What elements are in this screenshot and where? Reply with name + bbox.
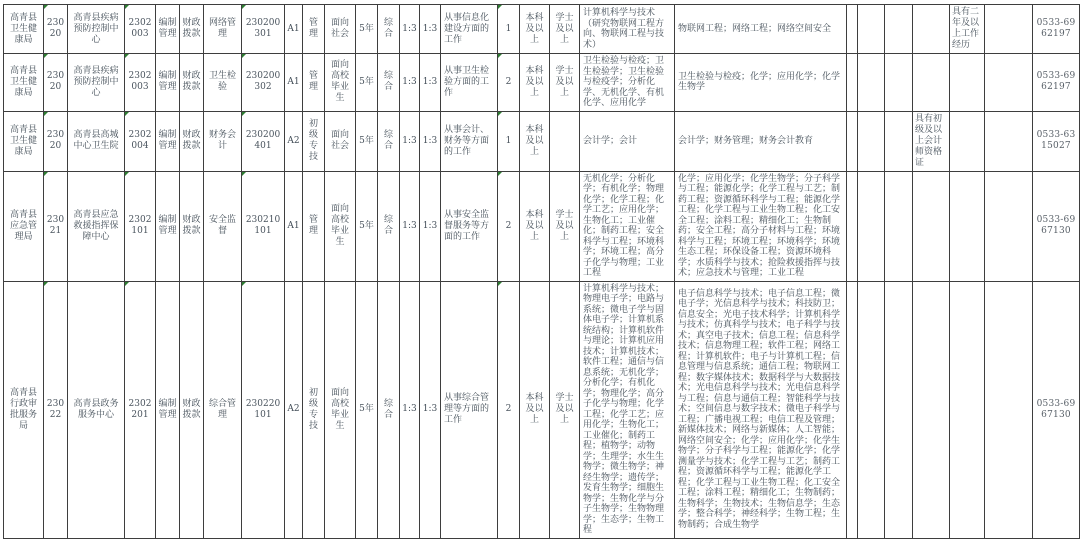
cell-phone: 0533-6962197 <box>1033 5 1080 54</box>
cell-duty: 从事安全监督服务等方面的工作 <box>441 171 498 281</box>
cell-ratio1: 1:3 <box>400 111 420 171</box>
cell-sp1 <box>847 54 858 112</box>
cell-degree: 学士及以上 <box>550 281 580 538</box>
job-posting-table <box>3 4 1080 539</box>
cell-mgmt: 编制管理 <box>156 54 180 112</box>
cell-post: 综合管理 <box>204 281 242 538</box>
cell-post-type: 管理 <box>303 171 325 281</box>
cell-post: 卫生检验 <box>204 54 242 112</box>
table-row <box>4 281 1080 538</box>
cell-unit-code: 2302101 <box>125 171 156 281</box>
cell-sp2 <box>858 54 885 112</box>
cell-major-grad: 计算机科学与技术；物理电子学；电路与系统；微电子学与固体电子学；计算机系统结构；计算机软件与理论；计算机应用技术；计算机技术；软件工程；通信与信息系统；无机化学；分析化学；有机化学；物理化学；高分子化学与物理；化学工程；化学工艺；应用化学；生物化工；工业催化；制药工程；植物学；动物学；生理学；水生生物学；微生物学；神经生物学；遗传学；发育生物学；细胞生物学；生物化学与分子生物学；生物物理学；生态学；生物工程 <box>580 281 675 538</box>
cell-edu: 本科及以上 <box>520 171 550 281</box>
cell-duty: 从事卫生检验方面的工作 <box>441 54 498 112</box>
cell-phone: 0533-6315027 <box>1033 111 1080 171</box>
cell-sp2 <box>858 281 885 538</box>
cell-target: 面向高校毕业生 <box>325 171 356 281</box>
cell-years: 5年 <box>356 5 378 54</box>
cell-unit-code: 2302004 <box>125 111 156 171</box>
cell-count: 2 <box>498 54 520 112</box>
cell-sp3 <box>885 111 913 171</box>
cell-sp1 <box>847 281 858 538</box>
cell-other-b <box>950 54 985 112</box>
cell-funding: 财政拨款 <box>180 171 204 281</box>
cell-dept: 高青县卫生健康局 <box>4 54 44 112</box>
cell-sp2 <box>858 111 885 171</box>
table-row <box>4 111 1080 171</box>
cell-grade: A1 <box>285 171 303 281</box>
cell-major-grad: 无机化学；分析化学；有机化学；物理化学；化学工程；化学工艺；应用化学；生物化工；工业催化；制药工程；安全科学与工程；环境科学；环境工程；高分子化学与物理；工业工程 <box>580 171 675 281</box>
cell-mgmt: 编制管理 <box>156 171 180 281</box>
table-row <box>4 5 1080 54</box>
cell-degree: 学士及以上 <box>550 54 580 112</box>
cell-sp2 <box>858 5 885 54</box>
cell-sp1 <box>847 111 858 171</box>
cell-years: 5年 <box>356 171 378 281</box>
cell-post: 安全监督 <box>204 171 242 281</box>
cell-count: 2 <box>498 281 520 538</box>
cell-ratio1: 1:3 <box>400 54 420 112</box>
cell-major-grad: 卫生检验与检疫；卫生检验学；卫生检验与检疫学；分析化学、无机化学、有机化学、应用化学 <box>580 54 675 112</box>
cell-edu: 本科及以上 <box>520 5 550 54</box>
cell-dept: 高青县卫生健康局 <box>4 5 44 54</box>
cell-exam: 综合 <box>378 111 400 171</box>
cell-ratio1: 1:3 <box>400 171 420 281</box>
cell-duty: 从事会计、财务等方面的工作 <box>441 111 498 171</box>
cell-target: 面向社会 <box>325 111 356 171</box>
cell-unit: 高青县疾病预防控制中心 <box>68 54 125 112</box>
cell-sp3 <box>885 281 913 538</box>
cell-dept-code: 23021 <box>44 171 68 281</box>
cell-sp1 <box>847 171 858 281</box>
cell-sp2 <box>858 171 885 281</box>
cell-post-code: 230200302 <box>242 54 285 112</box>
cell-count: 1 <box>498 111 520 171</box>
cell-target: 面向高校毕业生 <box>325 54 356 112</box>
cell-sp3 <box>885 5 913 54</box>
cell-edu: 本科及以上 <box>520 281 550 538</box>
cell-exam: 综合 <box>378 171 400 281</box>
cell-sp4 <box>985 5 1033 54</box>
cell-ratio2: 1:3 <box>420 281 441 538</box>
cell-phone: 0533-6967130 <box>1033 281 1080 538</box>
cell-ratio2: 1:3 <box>420 5 441 54</box>
cell-grade: A2 <box>285 281 303 538</box>
cell-unit-code: 2302201 <box>125 281 156 538</box>
cell-major-undergrad: 化学；应用化学；化学生物学；分子科学与工程；能源化学；化学工程与工艺；制药工程；资源循环科学与工程；能源化学工程；化学工程与工业生物工程；化工安全工程；涂料工程；精细化工；生物制药；安全工程；高分子材料与工程；环境科学与工程；环境工程；环境科学；环境生态工程；环保设备工程；资源环境科学；水质科学与技术；抢险救援指挥与技术；应急技术与管理；工业工程 <box>675 171 847 281</box>
cell-dept-code: 23020 <box>44 54 68 112</box>
cell-other-a <box>913 54 950 112</box>
cell-major-grad: 计算机科学与技术（研究物联网工程方向、物联网工程与技术） <box>580 5 675 54</box>
cell-other-a: 具有初级及以上会计师资格证 <box>913 111 950 171</box>
cell-ratio1: 1:3 <box>400 281 420 538</box>
cell-edu: 本科及以上 <box>520 54 550 112</box>
cell-degree <box>550 111 580 171</box>
cell-exam: 综合 <box>378 281 400 538</box>
cell-target: 面向高校毕业生 <box>325 281 356 538</box>
cell-count: 2 <box>498 171 520 281</box>
cell-other-a <box>913 281 950 538</box>
cell-exam: 综合 <box>378 5 400 54</box>
cell-post: 网络管理 <box>204 5 242 54</box>
cell-ratio2: 1:3 <box>420 54 441 112</box>
cell-post-type: 初级专技 <box>303 281 325 538</box>
cell-years: 5年 <box>356 281 378 538</box>
cell-dept-code: 23020 <box>44 111 68 171</box>
cell-phone: 0533-6967130 <box>1033 171 1080 281</box>
cell-post-type: 管理 <box>303 5 325 54</box>
cell-post-type: 管理 <box>303 54 325 112</box>
cell-unit-code: 2302003 <box>125 5 156 54</box>
cell-dept: 高青县行政审批服务局 <box>4 281 44 538</box>
cell-sp3 <box>885 171 913 281</box>
cell-major-undergrad: 会计学；财务管理；财务会计教育 <box>675 111 847 171</box>
cell-sp4 <box>985 171 1033 281</box>
cell-other-b: 具有二年及以上工作经历 <box>950 5 985 54</box>
cell-post-code: 230200401 <box>242 111 285 171</box>
cell-post-code: 230200301 <box>242 5 285 54</box>
cell-sp4 <box>985 54 1033 112</box>
cell-grade: A2 <box>285 111 303 171</box>
cell-funding: 财政拨款 <box>180 111 204 171</box>
cell-dept-code: 23020 <box>44 5 68 54</box>
cell-major-undergrad: 电子信息科学与技术；电子信息工程；微电子学；光信息科学与技术；科技防卫；信息安全；光电子技术科学；计算机科学与技术；仿真科学与技术；电子科学与技术；真空电子技术；信息工程；信息科学技术；信息物理工程；软件工程；网络工程；计算机软件；电子与计算机工程；信息管理与信息系统；通信工程；物联网工程；数字媒体技术；数据科学与大数据技术；光电信息科学与技术；光电信息科学与工程；信息与通信工程；智能科学与技术；空间信息与数字技术；微电子科学与工程；广播电视工程；电信工程及管理；新媒体技术；网络与新媒体；人工智能；网络空间安全；化学；应用化学；化学生物学；分子科学与工程；能源化学；化学测量学与技术；化学工程与工艺；制药工程；资源循环科学与工程；能源化学工程；化学工程与工业生物工程；化工安全工程；涂料工程；精细化工；生物制药；生物科学；生物技术；生物信息学；生态学；整合科学；神经科学；生物工程；生物制药；合成生物学 <box>675 281 847 538</box>
cell-post-type: 初级专技 <box>303 111 325 171</box>
cell-unit: 高青县应急救援指挥保障中心 <box>68 171 125 281</box>
cell-count: 1 <box>498 5 520 54</box>
cell-target: 面向社会 <box>325 5 356 54</box>
cell-funding: 财政拨款 <box>180 54 204 112</box>
cell-dept-code: 23022 <box>44 281 68 538</box>
cell-years: 5年 <box>356 111 378 171</box>
cell-post: 财务会计 <box>204 111 242 171</box>
cell-dept: 高青县卫生健康局 <box>4 111 44 171</box>
cell-unit-code: 2302003 <box>125 54 156 112</box>
cell-major-undergrad: 物联网工程；网络工程；网络空间安全 <box>675 5 847 54</box>
cell-unit: 高青县政务服务中心 <box>68 281 125 538</box>
cell-duty: 从事综合管理等方面的工作 <box>441 281 498 538</box>
cell-duty: 从事信息化建设方面的工作 <box>441 5 498 54</box>
cell-other-a <box>913 5 950 54</box>
cell-other-b <box>950 171 985 281</box>
cell-mgmt: 编制管理 <box>156 281 180 538</box>
cell-dept: 高青县应急管理局 <box>4 171 44 281</box>
cell-major-undergrad: 卫生检验与检疫；化学；应用化学；化学生物学 <box>675 54 847 112</box>
cell-grade: A1 <box>285 5 303 54</box>
cell-edu: 本科及以上 <box>520 111 550 171</box>
cell-sp4 <box>985 111 1033 171</box>
cell-funding: 财政拨款 <box>180 281 204 538</box>
cell-mgmt: 编制管理 <box>156 111 180 171</box>
cell-degree: 学士及以上 <box>550 171 580 281</box>
spreadsheet-region <box>3 4 1080 539</box>
cell-grade: A1 <box>285 54 303 112</box>
cell-ratio2: 1:3 <box>420 111 441 171</box>
cell-unit: 高青县高城中心卫生院 <box>68 111 125 171</box>
cell-unit: 高青县疾病预防控制中心 <box>68 5 125 54</box>
cell-sp4 <box>985 281 1033 538</box>
cell-major-grad: 会计学；会计 <box>580 111 675 171</box>
cell-other-b <box>950 281 985 538</box>
cell-post-code: 230220101 <box>242 281 285 538</box>
cell-funding: 财政拨款 <box>180 5 204 54</box>
cell-exam: 综合 <box>378 54 400 112</box>
cell-sp3 <box>885 54 913 112</box>
cell-degree: 学士及以上 <box>550 5 580 54</box>
cell-years: 5年 <box>356 54 378 112</box>
cell-sp1 <box>847 5 858 54</box>
cell-post-code: 230210101 <box>242 171 285 281</box>
table-row <box>4 171 1080 281</box>
cell-mgmt: 编制管理 <box>156 5 180 54</box>
cell-phone: 0533-6962197 <box>1033 54 1080 112</box>
cell-other-a <box>913 171 950 281</box>
cell-ratio1: 1:3 <box>400 5 420 54</box>
cell-ratio2: 1:3 <box>420 171 441 281</box>
cell-other-b <box>950 111 985 171</box>
job-table-body <box>4 5 1080 539</box>
table-row <box>4 54 1080 112</box>
